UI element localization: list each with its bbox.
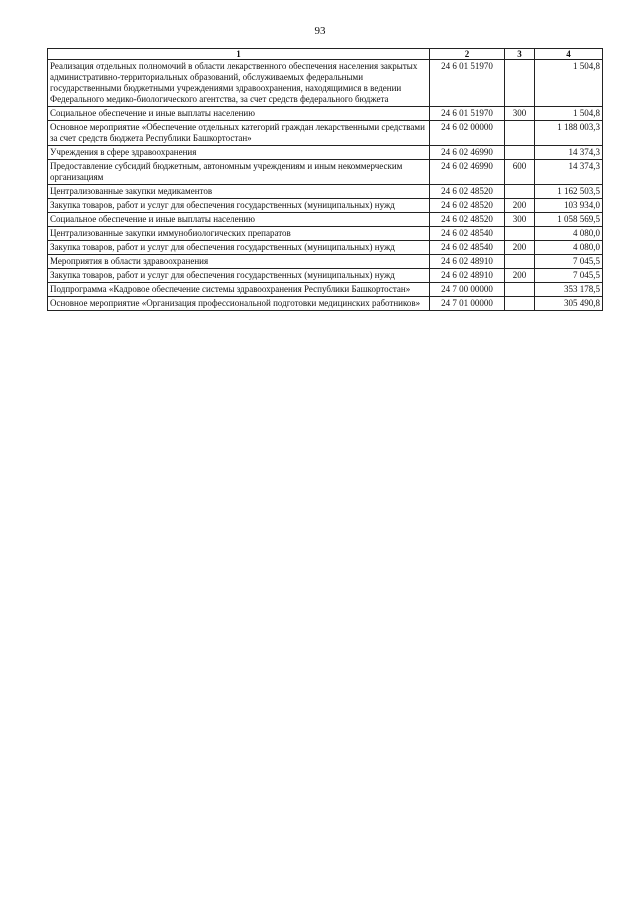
row-type: 300 [505,213,535,227]
row-code: 24 7 01 00000 [430,297,505,311]
row-type [505,255,535,269]
budget-table [47,48,603,311]
row-amount: 4 080,0 [535,241,603,255]
table-row [48,146,603,160]
row-code: 24 6 01 51970 [430,60,505,107]
row-amount: 1 058 569,5 [535,213,603,227]
row-type [505,297,535,311]
table-row [48,255,603,269]
table-row [48,185,603,199]
row-amount: 14 374,3 [535,160,603,185]
row-amount: 1 504,8 [535,60,603,107]
row-name: Учреждения в сфере здравоохранения [48,146,430,160]
row-type [505,283,535,297]
row-name: Социальное обеспечение и иные выплаты населению [48,107,430,121]
row-amount: 103 934,0 [535,199,603,213]
table-row [48,60,603,107]
row-name: Закупка товаров, работ и услуг для обеспечения государственных (муниципальных) нужд [48,241,430,255]
column-header-3: 3 [505,49,535,60]
row-type: 200 [505,269,535,283]
row-type [505,121,535,146]
row-amount: 7 045,5 [535,255,603,269]
page-number: 93 [314,25,326,37]
table-row [48,297,603,311]
row-amount: 1 504,8 [535,107,603,121]
row-amount: 14 374,3 [535,146,603,160]
row-type [505,185,535,199]
table-row [48,227,603,241]
row-type: 300 [505,107,535,121]
row-type [505,146,535,160]
table-row [48,213,603,227]
row-code: 24 6 01 51970 [430,107,505,121]
column-header-1: 1 [48,49,430,60]
row-type [505,227,535,241]
row-name: Закупка товаров, работ и услуг для обеспечения государственных (муниципальных) нужд [48,269,430,283]
row-code: 24 6 02 48520 [430,213,505,227]
column-header-2: 2 [430,49,505,60]
row-code: 24 6 02 48520 [430,199,505,213]
table-row [48,199,603,213]
column-header-4: 4 [535,49,603,60]
table-row [48,160,603,185]
row-code: 24 6 02 48910 [430,255,505,269]
row-code: 24 7 00 00000 [430,283,505,297]
row-amount: 1 162 503,5 [535,185,603,199]
table-row [48,241,603,255]
row-name: Подпрограмма «Кадровое обеспечение системы здравоохранения Республики Башкортостан» [48,283,430,297]
row-code: 24 6 02 48540 [430,241,505,255]
row-code: 24 6 02 00000 [430,121,505,146]
row-amount: 1 188 003,3 [535,121,603,146]
row-name: Реализация отдельных полномочий в области лекарственного обеспечения населения закрытых административно-территориальных образований, обслуживаемых федеральными государственными бюджетными учреждениями здравоохранения, находящимися в ведении Федерального медико-биологического агентства, за счет средств федерального бюджета [48,60,430,107]
row-code: 24 6 02 48910 [430,269,505,283]
row-name: Мероприятия в области здравоохранения [48,255,430,269]
row-name: Централизованные закупки медикаментов [48,185,430,199]
row-amount: 4 080,0 [535,227,603,241]
row-code: 24 6 02 48540 [430,227,505,241]
row-name: Социальное обеспечение и иные выплаты населению [48,213,430,227]
table-header-row [48,49,603,60]
row-name: Предоставление субсидий бюджетным, автономным учреждениям и иным некоммерческим организациям [48,160,430,185]
row-amount: 305 490,8 [535,297,603,311]
table-row [48,107,603,121]
table-row [48,121,603,146]
row-code: 24 6 02 46990 [430,160,505,185]
row-type: 200 [505,241,535,255]
table-row [48,269,603,283]
row-name: Основное мероприятие «Организация профессиональной подготовки медицинских работников» [48,297,430,311]
row-code: 24 6 02 48520 [430,185,505,199]
row-type: 200 [505,199,535,213]
row-amount: 7 045,5 [535,269,603,283]
table-row [48,283,603,297]
row-type: 600 [505,160,535,185]
row-name: Основное мероприятие «Обеспечение отдельных категорий граждан лекарственными средствами за счет средств бюджета Республики Башкортостан» [48,121,430,146]
row-amount: 353 178,5 [535,283,603,297]
row-name: Закупка товаров, работ и услуг для обеспечения государственных (муниципальных) нужд [48,199,430,213]
row-name: Централизованные закупки иммунобиологических препаратов [48,227,430,241]
row-type [505,60,535,107]
row-code: 24 6 02 46990 [430,146,505,160]
